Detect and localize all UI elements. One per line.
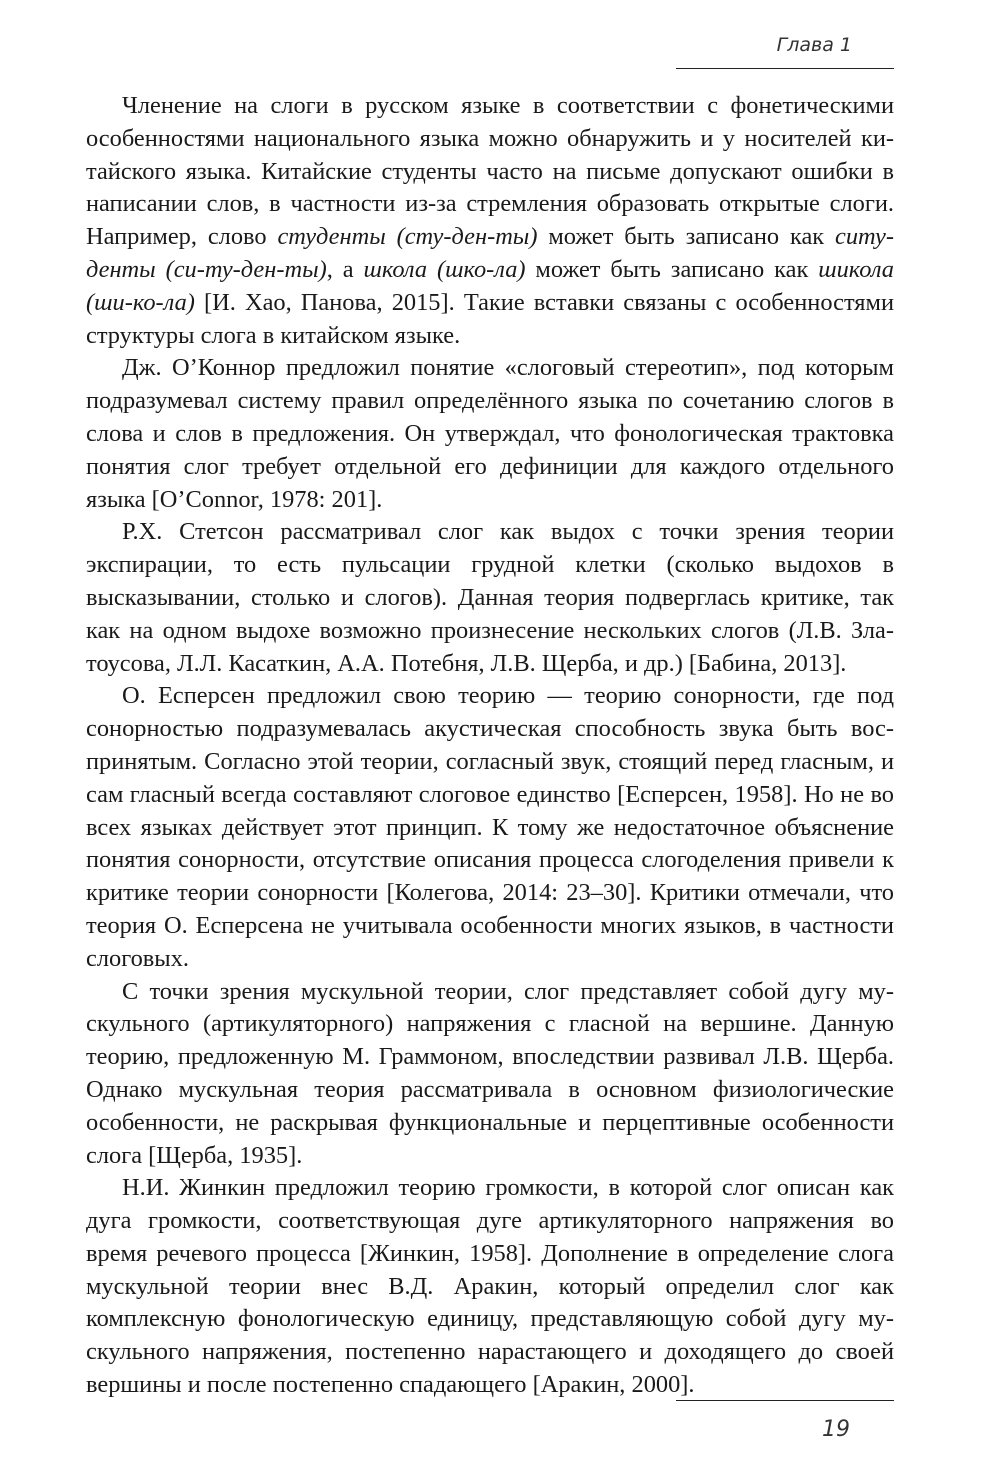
paragraph-jespersen: О. Есперсен предложил свою теорию — теорию сонорности, где под сонорностью подразумевалась акустическая способность звука быть воспринятым. Согласно этой теории, согласный звук, стоящий перед гласным, и сам гласный всегда составляют слоговое единство [Есперсен, 1958]. Но не во всех языках действует этот принцип. К тому же недостаточное объяснение понятия сонорности, отсутствие описания процесса слогоделения привели к критике теории сонорности [Колегова, 2014: 23–30]. Критики отмечали, что теория О. Есперсена не учитывала особенности многих языков, в частности слоговых. [86,682,894,972]
paragraph-1-seg-2: может быть записано как [537,223,836,251]
paragraph-1-seg-0: Членение на слоги в русском языке в соответствии с фонетическими особенностями национального языка можно обнаружить и у носителей китайского языка. Китайские студенты часто на письме допускают ошибки в написании слов, в частности из-за стремления образовать открытые слоги. Например, слово [86,92,894,251]
footer-rule [676,1400,894,1401]
page-body [86,90,894,1402]
paragraph-stetson: Р.Х. Стетсон рассматривал слог как выдох с точки зрения теории экспирации, то есть пульсации грудной клетки (сколько выдохов в высказывании, столько и слогов). Данная теория подверглась критике, так как на одном выдохе возможно произнесение нескольких слогов (Л.В. Златоусова, Л.Л. Касаткин, А.А. Потебня, Л.В. Щерба, и др.) [Бабина, 2013]. [86,518,894,677]
paragraph-1-seg-4: , а [326,255,364,283]
paragraph-syllable-division [86,90,894,352]
page-number: 19 [822,1417,850,1442]
paragraph-zhinkin: Н.И. Жинкин предложил теорию громкости, в которой слог описан как дуга громкости, соответствующая дуге артикуляторного напряжения во время речевого процесса [Жинкин, 1958]. Дополнение в определение слога мускульной теории внес В.Д. Аракин, который определил слог как комплексную фонологическую единицу, представляющую собой дугу мускульного напряжения, постепенно нарастающего и доходящего до своей вершины и после постепенно спадающего [Аракин, 2000]. [86,1174,894,1399]
paragraph-1-seg-7: шикола (ши-ко-ла) [86,255,894,316]
header-rule [676,68,894,69]
paragraph-1-seg-1: студенты (сту-ден-ты) [277,223,538,251]
paragraph-muscular-theory: С точки зрения мускульной теории, слог представляет собой дугу мускульного (артикуляторного) напряжения с гласной на вершине. Данную теорию, предложенную М. Граммоном, впоследствии развивал Л.В. Щерба. Однако мускульная теория рассматривала в основном физиологические особенности, не раскрывая функциональные и перцептивные особенности слога [Щерба, 1935]. [86,977,894,1169]
paragraph-oconnor: Дж. О’Коннор предложил понятие «слоговый стереотип», под которым подразумевал систему правил определённого языка по сочетанию слогов в слова и слов в предложения. Он утверждал, что фонологическая трактовка понятия слог требует отдельной его дефиниции для каждого отдельного языка [O’Connor, 1978: 201]. [86,354,894,513]
running-head-chapter: Глава 1 [776,34,852,56]
paragraph-1-seg-6: может быть записано как [525,255,819,283]
paragraph-1-seg-5: школа (шко-ла) [363,255,526,283]
paragraph-1-seg-8: [И. Хао, Панова, 2015]. Такие вставки связаны с особенностями структуры слога в китайском языке. [86,288,894,349]
paragraph-1-seg-3: ситуденты (си-ту-ден-ты) [86,223,894,283]
